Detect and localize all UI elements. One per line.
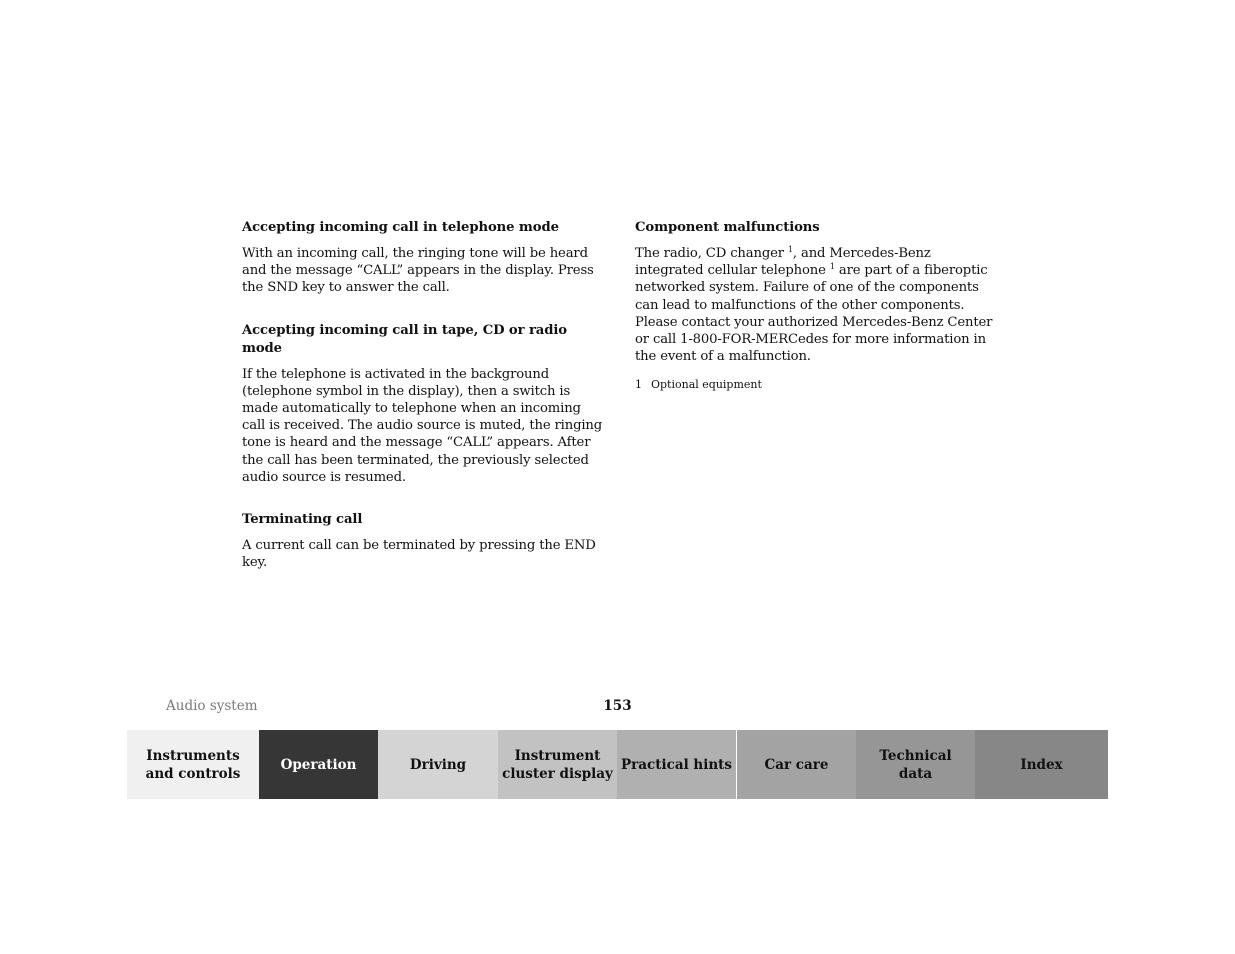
page-number: 153 — [603, 698, 632, 714]
tab-index[interactable] — [975, 730, 1108, 799]
tab-instruments-and-controls[interactable] — [127, 730, 259, 799]
tab-label: Instrument cluster display — [502, 747, 613, 782]
heading-tape-cd-radio-mode: Accepting incoming call in tape, CD or radio mode — [242, 322, 567, 356]
chapter-nav — [127, 730, 1108, 799]
tab-operation[interactable] — [259, 730, 378, 799]
section-label: Audio system — [166, 698, 258, 714]
body-text-part2: , and Mercedes-Benz integrated cellular telephone — [635, 246, 931, 279]
footnote-text: Optional equipment — [651, 378, 762, 392]
footnote-number: 1 — [635, 378, 642, 392]
tab-driving[interactable] — [378, 730, 498, 799]
body-tape-cd-radio-mode: If the telephone is activated in the background (telephone symbol in the display), then a switch is made automatically to telephone when an incoming call is received. The audio source is muted, the ringing tone is heard and the message “CALL” appears. After the call has been terminated, the previously selected audio source is resumed. — [242, 366, 603, 485]
tab-instrument-cluster-display[interactable] — [498, 730, 617, 799]
right-column — [635, 219, 997, 392]
body-terminating-call: A current call can be terminated by pressing the END key. — [242, 538, 596, 571]
footnote-ref-2: 1 — [829, 262, 835, 272]
tab-label: Index — [1020, 756, 1063, 773]
heading-terminating-call: Terminating call — [242, 512, 363, 528]
tab-label: Instruments and controls — [145, 747, 241, 782]
tab-label: Driving — [409, 756, 467, 773]
heading-component-malfunctions: Component malfunctions — [635, 220, 820, 235]
tab-practical-hints[interactable] — [617, 730, 737, 799]
tab-label: Operation — [280, 756, 357, 773]
body-text-part3: are part of a fiberoptic networked system. Failure of one of the components can lead to malfunctions of the other components. Please contact your authorized Mercedes-Benz Center or call 1-800-FOR-MERCedes for more information in the event of a malfunction. — [635, 263, 993, 365]
body-text-part1: The radio, CD changer — [635, 246, 788, 261]
tab-car-care[interactable] — [737, 730, 856, 799]
tab-label: Car care — [764, 756, 829, 773]
body-telephone-mode: With an incoming call, the ringing tone will be heard and the message “CALL” appears in the display. Press the SND key to answer the call. — [242, 246, 594, 296]
footnote — [635, 378, 997, 392]
tab-label: Practical hints — [621, 756, 732, 773]
tab-label: Technical data — [879, 747, 952, 782]
tab-technical-data[interactable] — [856, 730, 975, 799]
footnote-ref-1: 1 — [787, 245, 793, 254]
left-column — [242, 219, 604, 571]
body-component-malfunctions — [635, 245, 995, 365]
heading-telephone-mode: Accepting incoming call in telephone mode — [242, 220, 559, 235]
